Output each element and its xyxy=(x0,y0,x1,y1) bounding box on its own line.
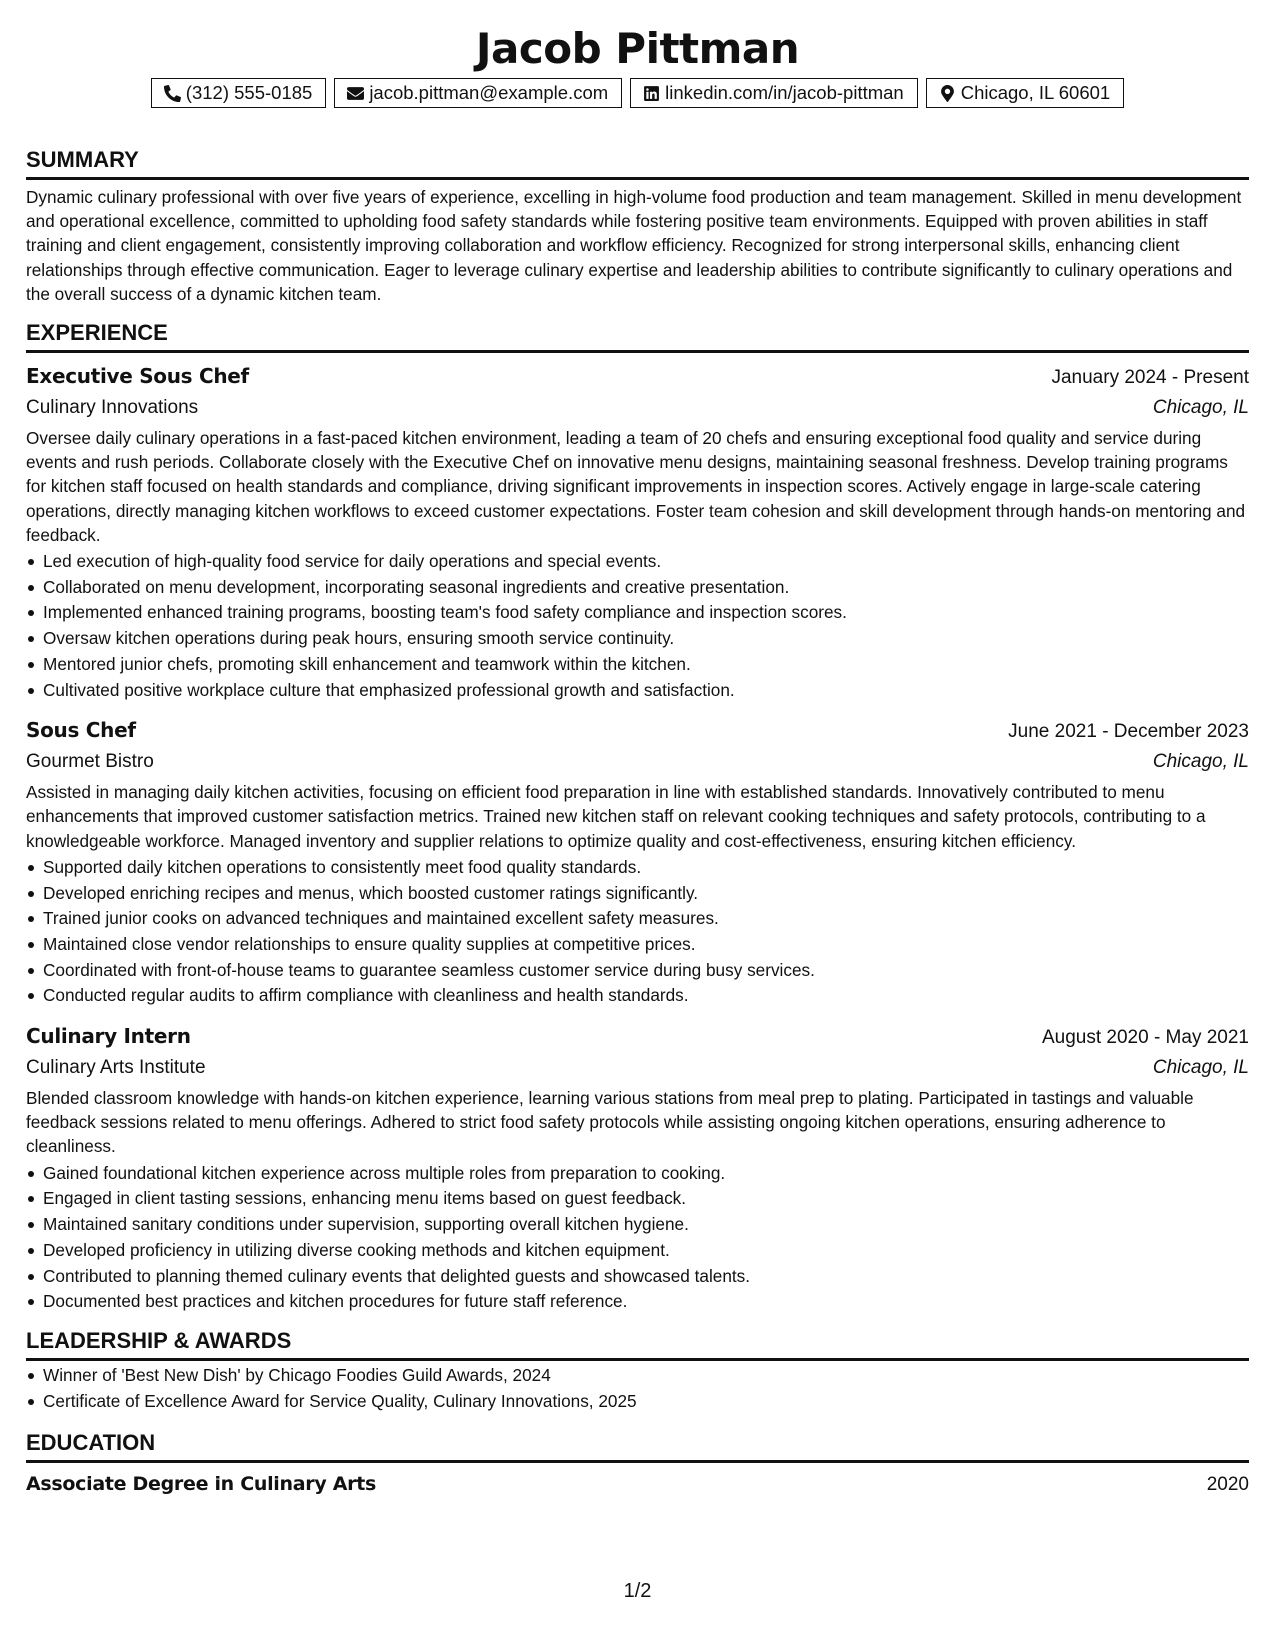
linkedin-icon xyxy=(643,85,660,102)
job-location: Chicago, IL xyxy=(1152,751,1249,773)
list-item: Supported daily kitchen operations to consistently meet food quality standards. xyxy=(26,855,1249,881)
list-item: Conducted regular audits to affirm compliance with cleanliness and health standards. xyxy=(26,983,1249,1009)
list-item: Coordinated with front-of-house teams to guarantee seamless customer service during busy services. xyxy=(26,958,1249,984)
education-year: 2020 xyxy=(1206,1474,1249,1496)
contact-linkedin-text: linkedin.com/in/jacob-pittman xyxy=(665,82,904,103)
summary-heading: SUMMARY xyxy=(26,146,1249,180)
contact-location xyxy=(926,78,1124,108)
job-entry xyxy=(26,1021,1249,1315)
resume-page xyxy=(26,22,1249,1500)
list-item: Developed enriching recipes and menus, which boosted customer ratings significantly. xyxy=(26,881,1249,907)
map-pin-icon xyxy=(939,85,956,102)
job-description: Assisted in managing daily kitchen activities, focusing on efficient food preparation in line with established standards. Innovatively contributed to menu enhancements that improved customer satisfaction metrics. Trained new kitchen staff on relevant cooking techniques and safety protocols, contributing to a knowledgeable workforce. Managed inventory and supplier relations to optimize quality and cost-effectiveness, ensuring kitchen efficiency. xyxy=(26,782,1206,851)
list-item: Certificate of Excellence Award for Service Quality, Culinary Innovations, 2025 xyxy=(26,1389,1249,1415)
list-item: Winner of 'Best New Dish' by Chicago Foodies Guild Awards, 2024 xyxy=(26,1363,1249,1389)
contact-phone[interactable] xyxy=(151,78,327,108)
list-item: Documented best practices and kitchen procedures for future staff reference. xyxy=(26,1289,1249,1315)
list-item: Oversaw kitchen operations during peak hours, ensuring smooth service continuity. xyxy=(26,626,1249,652)
list-item: Trained junior cooks on advanced techniques and maintained excellent safety measures. xyxy=(26,906,1249,932)
list-item: Engaged in client tasting sessions, enhancing menu items based on guest feedback. xyxy=(26,1186,1249,1212)
list-item: Collaborated on menu development, incorporating seasonal ingredients and creative presentation. xyxy=(26,575,1249,601)
education-heading: EDUCATION xyxy=(26,1429,1249,1463)
job-entry xyxy=(26,715,1249,1009)
job-organization: Culinary Innovations xyxy=(26,397,199,419)
list-item: Maintained close vendor relationships to ensure quality supplies at competitive prices. xyxy=(26,932,1249,958)
contact-bar xyxy=(26,78,1249,108)
list-item: Contributed to planning themed culinary events that delighted guests and showcased talents. xyxy=(26,1264,1249,1290)
job-title: Executive Sous Chef xyxy=(26,364,249,389)
education-entry xyxy=(26,1469,1249,1500)
page-number: 1/2 xyxy=(623,1580,652,1602)
job-bullets xyxy=(26,1161,1249,1315)
list-item: Gained foundational kitchen experience across multiple roles from preparation to cooking. xyxy=(26,1161,1249,1187)
job-dates: August 2020 - May 2021 xyxy=(1041,1027,1249,1049)
envelope-icon xyxy=(347,85,364,102)
contact-location-text: Chicago, IL 60601 xyxy=(960,82,1111,103)
list-item: Mentored junior chefs, promoting skill enhancement and teamwork within the kitchen. xyxy=(26,652,1249,678)
summary-text: Dynamic culinary professional with over five years of experience, excelling in high-volume food production and team management. Skilled in menu development and operational excellence, committed to upholding food safety standards while fostering positive team environments. Equipped with proven abilities in staff training and client engagement, consistently improving collaboration and workflow efficiency. Recognized for strong interpersonal skills, enhancing client relationships through effective communication. Eager to leverage culinary expertise and leadership abilities to contribute significantly to culinary operations and the overall success of a dynamic kitchen team. xyxy=(26,187,1242,304)
experience-heading: EXPERIENCE xyxy=(26,319,1249,353)
job-entry xyxy=(26,361,1249,703)
job-title: Culinary Intern xyxy=(26,1024,191,1049)
list-item: Developed proficiency in utilizing diverse cooking methods and kitchen equipment. xyxy=(26,1238,1249,1264)
job-location: Chicago, IL xyxy=(1152,1057,1249,1079)
contact-email-text: jacob.pittman@example.com xyxy=(369,82,609,103)
leadership-heading: LEADERSHIP & AWARDS xyxy=(26,1327,1249,1361)
list-item: Maintained sanitary conditions under supervision, supporting overall kitchen hygiene. xyxy=(26,1212,1249,1238)
list-item: Cultivated positive workplace culture that emphasized professional growth and satisfaction. xyxy=(26,678,1249,704)
candidate-name: Jacob Pittman xyxy=(475,24,800,73)
list-item: Led execution of high-quality food service for daily operations and special events. xyxy=(26,549,1249,575)
job-dates: June 2021 - December 2023 xyxy=(1008,721,1249,743)
awards-list xyxy=(26,1363,1249,1414)
job-location: Chicago, IL xyxy=(1152,397,1249,419)
job-description: Oversee daily culinary operations in a fast-paced kitchen environment, leading a team of 20 chefs and ensuring exceptional food quality and service during events and rush periods. Collaborate closely with the Executive Chef on innovative menu designs, maintaining seasonal freshness. Develop training programs for kitchen staff focused on health standards and compliance, driving significant improvements in inspection scores. Actively engage in large-scale catering operations, directly managing kitchen workflows to exceed customer expectations. Foster team cohesion and skill development through hands-on mentoring and feedback. xyxy=(26,428,1246,545)
job-bullets xyxy=(26,855,1249,1009)
contact-linkedin[interactable] xyxy=(630,78,918,108)
job-title: Sous Chef xyxy=(26,718,136,743)
job-organization: Gourmet Bistro xyxy=(26,751,154,773)
phone-icon xyxy=(164,85,181,102)
job-dates: January 2024 - Present xyxy=(1051,367,1249,389)
job-description: Blended classroom knowledge with hands-on kitchen experience, learning various stations from meal prep to plating. Participated in tastings and valuable feedback sessions related to menu offerings. Adhered to strict food safety protocols while assisting ongoing kitchen operations, ensuring adherence to cleanliness. xyxy=(26,1088,1194,1157)
contact-email[interactable] xyxy=(334,78,622,108)
list-item: Implemented enhanced training programs, boosting team's food safety compliance and inspection scores. xyxy=(26,600,1249,626)
education-degree: Associate Degree in Culinary Arts xyxy=(26,1473,377,1496)
job-organization: Culinary Arts Institute xyxy=(26,1057,206,1079)
contact-phone-text: (312) 555-0185 xyxy=(185,82,313,103)
experience-list xyxy=(26,361,1249,1315)
job-bullets xyxy=(26,549,1249,703)
